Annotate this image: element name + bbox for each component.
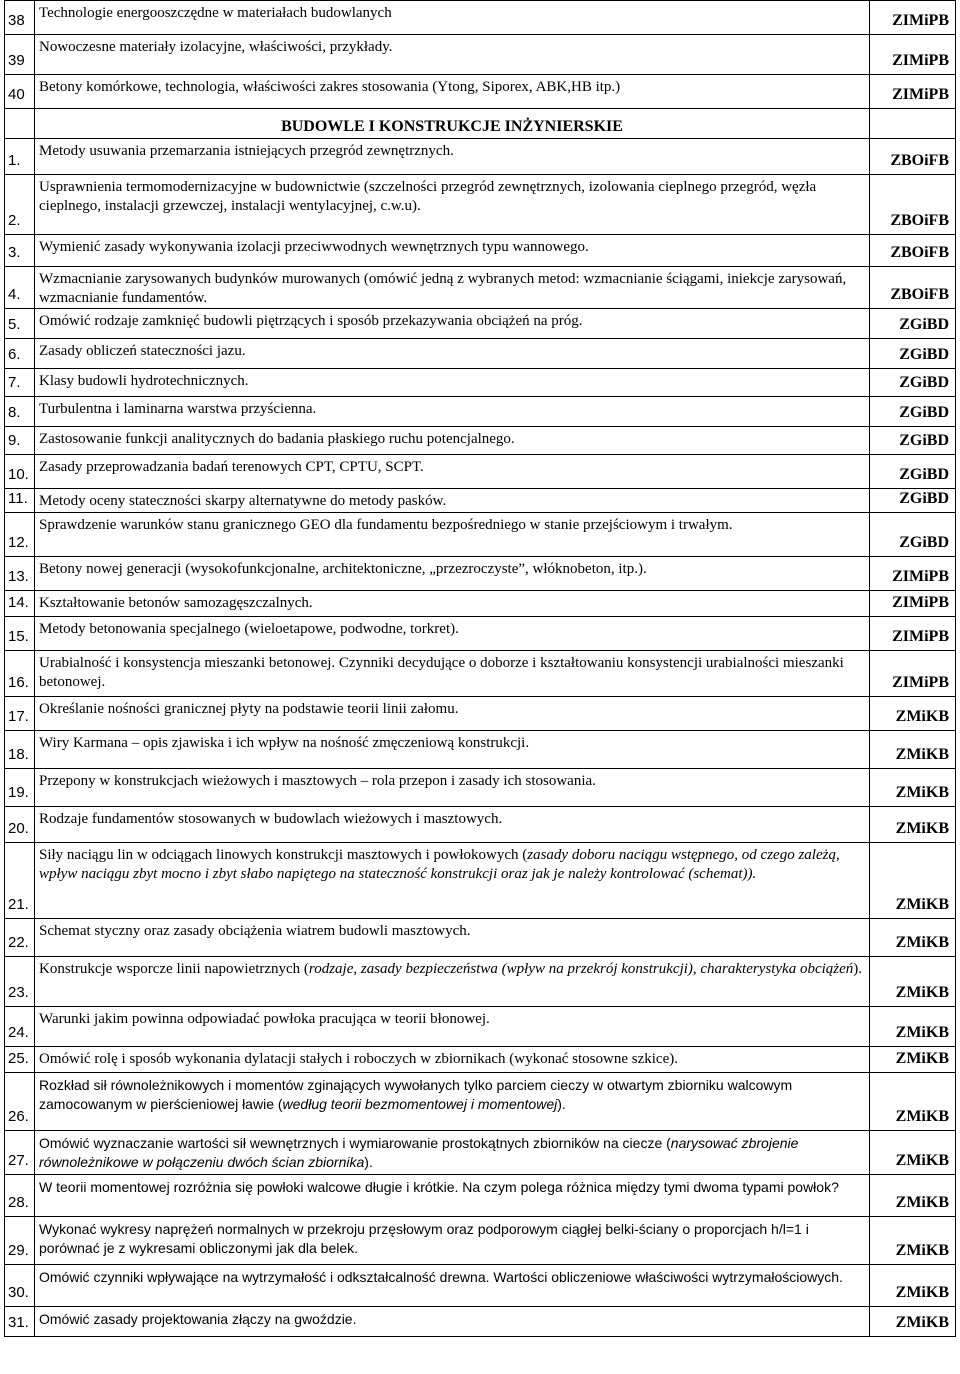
row-unit: ZGiBD [870,489,956,513]
row-number: 18. [5,731,35,769]
table-row [5,139,956,175]
row-topic: Schemat styczny oraz zasady obciążenia wiatrem budowli masztowych. [35,919,870,957]
row-unit: ZIMiPB [870,591,956,617]
table-row [5,1007,956,1047]
topics-table [4,0,956,1337]
row-unit: ZIMiPB [870,557,956,591]
table-row [5,591,956,617]
row-unit: ZMiKB [870,1047,956,1073]
topic-text: Omówić wyznaczanie wartości sił wewnętrznych i wymiarowanie prostokątnych zbiorników na ciecze ( [39,1135,671,1151]
table-row [5,397,956,427]
row-topic: Betony komórkowe, technologia, właściwości zakres stosowania (Ytong, Siporex, ABK,HB itp.) [35,75,870,109]
table-row [5,731,956,769]
section-header-row [5,109,956,139]
row-number: 26. [5,1073,35,1131]
table-row [5,1047,956,1073]
row-unit: ZIMiPB [870,35,956,75]
topic-italic-text: według teorii bezmomentowej i momentowej [282,1096,558,1112]
row-topic: Technologie energooszczędne w materiałach budowlanych [35,1,870,35]
row-topic: Metody usuwania przemarzania istniejących przegród zewnętrznych. [35,139,870,175]
row-number: 8. [5,397,35,427]
row-topic: Omówić rodzaje zamknięć budowli piętrzących i sposób przekazywania obciążeń na próg. [35,309,870,339]
row-unit: ZGiBD [870,455,956,489]
row-topic [35,843,870,919]
topic-text: Konstrukcje wsporcze linii napowietrznych ( [39,961,309,977]
row-unit: ZGiBD [870,309,956,339]
row-unit: ZMiKB [870,807,956,843]
row-number: 11. [5,489,35,513]
topic-text: Rozkład sił równoleżnikowych i momentów zginających wywołanych tylko parciem cieczy w otwartym zbiorniku walcowym zamocowanym w pierścieniowej ławie ( [39,1077,793,1112]
row-unit: ZIMiPB [870,651,956,697]
table-row [5,1131,956,1175]
section-title: BUDOWLE I KONSTRUKCJE INŻYNIERSKIE [35,109,870,139]
row-unit: ZIMiPB [870,1,956,35]
row-number: 22. [5,919,35,957]
row-unit: ZBOiFB [870,235,956,267]
row-number: 39 [5,35,35,75]
table-row [5,919,956,957]
table-row [5,769,956,807]
row-topic: Betony nowej generacji (wysokofunkcjonalne, architektoniczne, „przezroczyste”, włóknobeton, itp.). [35,557,870,591]
row-topic: Kształtowanie betonów samozagęszczalnych. [35,591,870,617]
topic-closing-text: ). [364,1154,373,1170]
row-topic: Przepony w konstrukcjach wieżowych i masztowych – rola przepon i zasady ich stosowania. [35,769,870,807]
row-number: 31. [5,1307,35,1337]
row-topic: Wzmacnianie zarysowanych budynków murowanych (omówić jedną z wybranych metod: wzmacnianie ściągami, iniekcje zarysowań, wzmacnianie fundamentów. [35,267,870,309]
row-unit: ZGiBD [870,427,956,455]
table-row [5,1265,956,1307]
row-number: 4. [5,267,35,309]
row-number: 16. [5,651,35,697]
row-topic [35,1131,870,1175]
row-unit: ZMiKB [870,731,956,769]
row-number: 20. [5,807,35,843]
table-row [5,339,956,369]
table-row [5,843,956,919]
row-number: 29. [5,1217,35,1265]
topic-italic-text: zasady doboru naciągu wstępnego, od czego zależą, wpływ naciągu zbyt mocno i zbyt słabo napiętego na stateczność konstrukcji oraz jak je należy kontrolować (schemat)). [39,847,840,882]
row-topic: Określanie nośności granicznej płyty na podstawie teorii linii załomu. [35,697,870,731]
table-row [5,267,956,309]
table-row [5,697,956,731]
table-row [5,369,956,397]
row-topic: Rodzaje fundamentów stosowanych w budowlach wieżowych i masztowych. [35,807,870,843]
table-row [5,235,956,267]
row-number: 15. [5,617,35,651]
row-unit: ZGiBD [870,339,956,369]
row-topic: Usprawnienia termomodernizacyjne w budownictwie (szczelności przegród zewnętrznych, izolowania cieplnego przegród, węzła cieplnego, instalacji grzewczej, instalacji wentylacyjnej, c.w.u). [35,175,870,235]
row-unit: ZBOiFB [870,175,956,235]
table-row [5,651,956,697]
table-row [5,1,956,35]
section-number-cell [5,109,35,139]
row-topic: Wiry Karmana – opis zjawiska i ich wpływ na nośność zmęczeniową konstrukcji. [35,731,870,769]
row-unit: ZBOiFB [870,139,956,175]
row-topic: Turbulentna i laminarna warstwa przyścienna. [35,397,870,427]
row-topic: Urabialność i konsystencja mieszanki betonowej. Czynniki decydujące o doborze i kształtowaniu konsystencji urabialności mieszanki betonowej. [35,651,870,697]
topic-closing-text: ). [853,961,863,977]
table-row [5,513,956,557]
row-topic: Metody betonowania specjalnego (wieloetapowe, podwodne, torkret). [35,617,870,651]
row-topic: Zastosowanie funkcji analitycznych do badania płaskiego ruchu potencjalnego. [35,427,870,455]
row-number: 19. [5,769,35,807]
row-unit: ZMiKB [870,1175,956,1217]
row-topic: Sprawdzenie warunków stanu granicznego GEO dla fundamentu bezpośredniego w stanie przejściowym i trwałym. [35,513,870,557]
table-row [5,557,956,591]
row-topic [35,1073,870,1131]
row-unit: ZMiKB [870,1131,956,1175]
table-row [5,489,956,513]
row-number: 1. [5,139,35,175]
row-unit: ZMiKB [870,843,956,919]
topic-italic-text: rodzaje, zasady bezpieczeństwa (wpływ na przekrój konstrukcji), charakterystyka obciążeń [308,961,854,977]
row-number: 25. [5,1047,35,1073]
row-unit: ZMiKB [870,769,956,807]
row-unit: ZMiKB [870,957,956,1007]
row-unit: ZMiKB [870,1007,956,1047]
row-unit: ZGiBD [870,513,956,557]
row-unit: ZMiKB [870,1307,956,1337]
row-unit: ZIMiPB [870,75,956,109]
row-number: 9. [5,427,35,455]
row-unit: ZMiKB [870,919,956,957]
topics-table-body [5,1,956,1337]
row-unit: ZMiKB [870,1265,956,1307]
row-number: 14. [5,591,35,617]
row-topic: Nowoczesne materiały izolacyjne, właściwości, przykłady. [35,35,870,75]
row-number: 7. [5,369,35,397]
table-row [5,455,956,489]
row-unit: ZGiBD [870,397,956,427]
row-number: 6. [5,339,35,369]
row-topic: Warunki jakim powinna odpowiadać powłoka pracująca w teorii błonowej. [35,1007,870,1047]
table-row [5,75,956,109]
row-number: 38 [5,1,35,35]
row-unit: ZIMiPB [870,617,956,651]
row-topic: Klasy budowli hydrotechnicznych. [35,369,870,397]
row-topic: Omówić zasady projektowania złączy na gwoździe. [35,1307,870,1337]
table-row [5,1307,956,1337]
row-topic: Wykonać wykresy naprężeń normalnych w przekroju przęsłowym oraz podporowym ciągłej belki-ściany o proporcjach h/l=1 i porównać je z wykresami obliczonymi jak dla belek. [35,1217,870,1265]
row-number: 23. [5,957,35,1007]
row-topic: Metody oceny stateczności skarpy alternatywne do metody pasków. [35,489,870,513]
table-row [5,617,956,651]
row-unit: ZGiBD [870,369,956,397]
row-topic: Wymienić zasady wykonywania izolacji przeciwwodnych wewnętrznych typu wannowego. [35,235,870,267]
row-unit: ZMiKB [870,697,956,731]
table-row [5,1175,956,1217]
table-row [5,807,956,843]
row-number: 24. [5,1007,35,1047]
table-row [5,1217,956,1265]
row-topic: W teorii momentowej rozróżnia się powłoki walcowe długie i krótkie. Na czym polega różnica między tymi dwoma typami powłok? [35,1175,870,1217]
row-number: 10. [5,455,35,489]
row-number: 28. [5,1175,35,1217]
row-number: 2. [5,175,35,235]
row-number: 21. [5,843,35,919]
table-row [5,957,956,1007]
row-number: 40 [5,75,35,109]
row-number: 12. [5,513,35,557]
table-row [5,309,956,339]
table-row [5,35,956,75]
row-topic: Omówić rolę i sposób wykonania dylatacji stałych i roboczych w zbiornikach (wykonać stosowne szkice). [35,1047,870,1073]
row-number: 13. [5,557,35,591]
row-number: 5. [5,309,35,339]
row-topic: Zasady obliczeń stateczności jazu. [35,339,870,369]
table-row [5,175,956,235]
row-unit: ZMiKB [870,1073,956,1131]
row-topic: Zasady przeprowadzania badań terenowych CPT, CPTU, SCPT. [35,455,870,489]
table-row [5,1073,956,1131]
topic-closing-text: ). [557,1096,566,1112]
row-number: 3. [5,235,35,267]
row-topic: Omówić czynniki wpływające na wytrzymałość i odkształcalność drewna. Wartości obliczeniowe właściwości wytrzymałościowych. [35,1265,870,1307]
table-row [5,427,956,455]
row-number: 27. [5,1131,35,1175]
row-topic [35,957,870,1007]
row-unit: ZMiKB [870,1217,956,1265]
topic-text: Siły naciągu lin w odciągach linowych konstrukcji masztowych i powłokowych ( [39,847,528,863]
row-unit: ZBOiFB [870,267,956,309]
row-number: 30. [5,1265,35,1307]
section-unit-cell [870,109,956,139]
row-number: 17. [5,697,35,731]
topic-italic-text: narysować zbrojenie równoleżnikowe w połączeniu dwóch ścian zbiornika [39,1135,799,1170]
